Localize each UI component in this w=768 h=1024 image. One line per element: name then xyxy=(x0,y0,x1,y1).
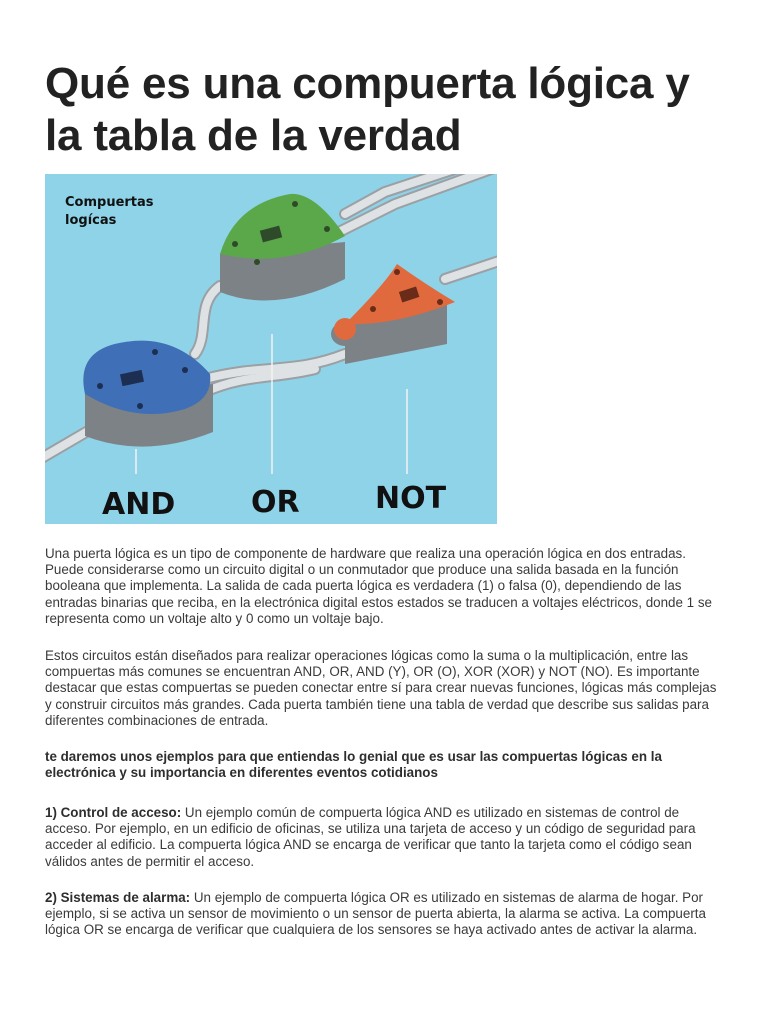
paragraph-common-gates: Estos circuitos están diseñados para realizar operaciones lógicas como la suma o la multiplicación, entre las compuertas más comunes se encuentran AND, OR, AND (Y), OR (O), XOR (XOR) y NOT (NO). Es importante destacar que estas compuertas se pueden conectar entre sí para crear nuevas funciones, lógicas más complejas y construir circuitos más grandes. Cada puerta también tiene una tabla de verdad que describe sus salidas para diferentes combinaciones de entrada. xyxy=(45,648,717,728)
figure-heading-line2: logícas xyxy=(65,213,117,228)
figure-label-or: OR xyxy=(251,485,300,520)
example-access-control-text: Un ejemplo común de compuerta lógica AND es utilizado en sistemas de control de acceso. Por ejemplo, en un edificio de oficinas, se utiliza una tarjeta de acceso y un código de seguridad para acceder al edificio. La compuerta lógica AND se encarga de verificar que tanto la tarjeta como el código sean válidos antes de permitir el acceso. xyxy=(45,805,696,869)
paragraph-definition: Una puerta lógica es un tipo de componente de hardware que realiza una operación lógica en dos entradas. Puede considerarse como un circuito digital o un conmutador que produce una salida basada en la función booleana que implementa. La salida de cada puerta lógica es verdadera (1) o falsa (0), dependiendo de las entradas binarias que reciba, en la electrónica digital estos estados se traducen a voltajes eléctricos, donde 1 se representa como un voltaje alto y 0 como un voltaje bajo. xyxy=(45,546,712,626)
page-title: Qué es una compuerta lógica y la tabla de la verdad xyxy=(45,59,690,160)
figure-label-not: NOT xyxy=(375,481,447,516)
figure-heading-line1: Compuertas xyxy=(65,195,154,210)
example-alarm-systems xyxy=(45,890,725,939)
figure-label-and: AND xyxy=(102,487,176,522)
example-access-control xyxy=(45,805,725,870)
example-access-control-lead: 1) Control de acceso: xyxy=(45,805,182,820)
example-alarm-systems-text: Un ejemplo de compuerta lógica OR es utilizado en sistemas de alarma de hogar. Por ejemplo, si se activa un sensor de movimiento o un sensor de puerta abierta, la alarma se activa. La compuerta lógica OR se encarga de verificar que cualquiera de los sensores se haya activado antes de activar la alarma. xyxy=(45,890,706,938)
logic-gates-svg xyxy=(45,174,497,524)
example-alarm-systems-lead: 2) Sistemas de alarma: xyxy=(45,890,191,905)
logic-gates-illustration xyxy=(45,174,497,524)
intro-bold-paragraph: te daremos unos ejemplos para que entiendas lo genial que es usar las compuertas lógicas en la electrónica y su importancia en diferentes eventos cotidianos xyxy=(45,749,662,781)
